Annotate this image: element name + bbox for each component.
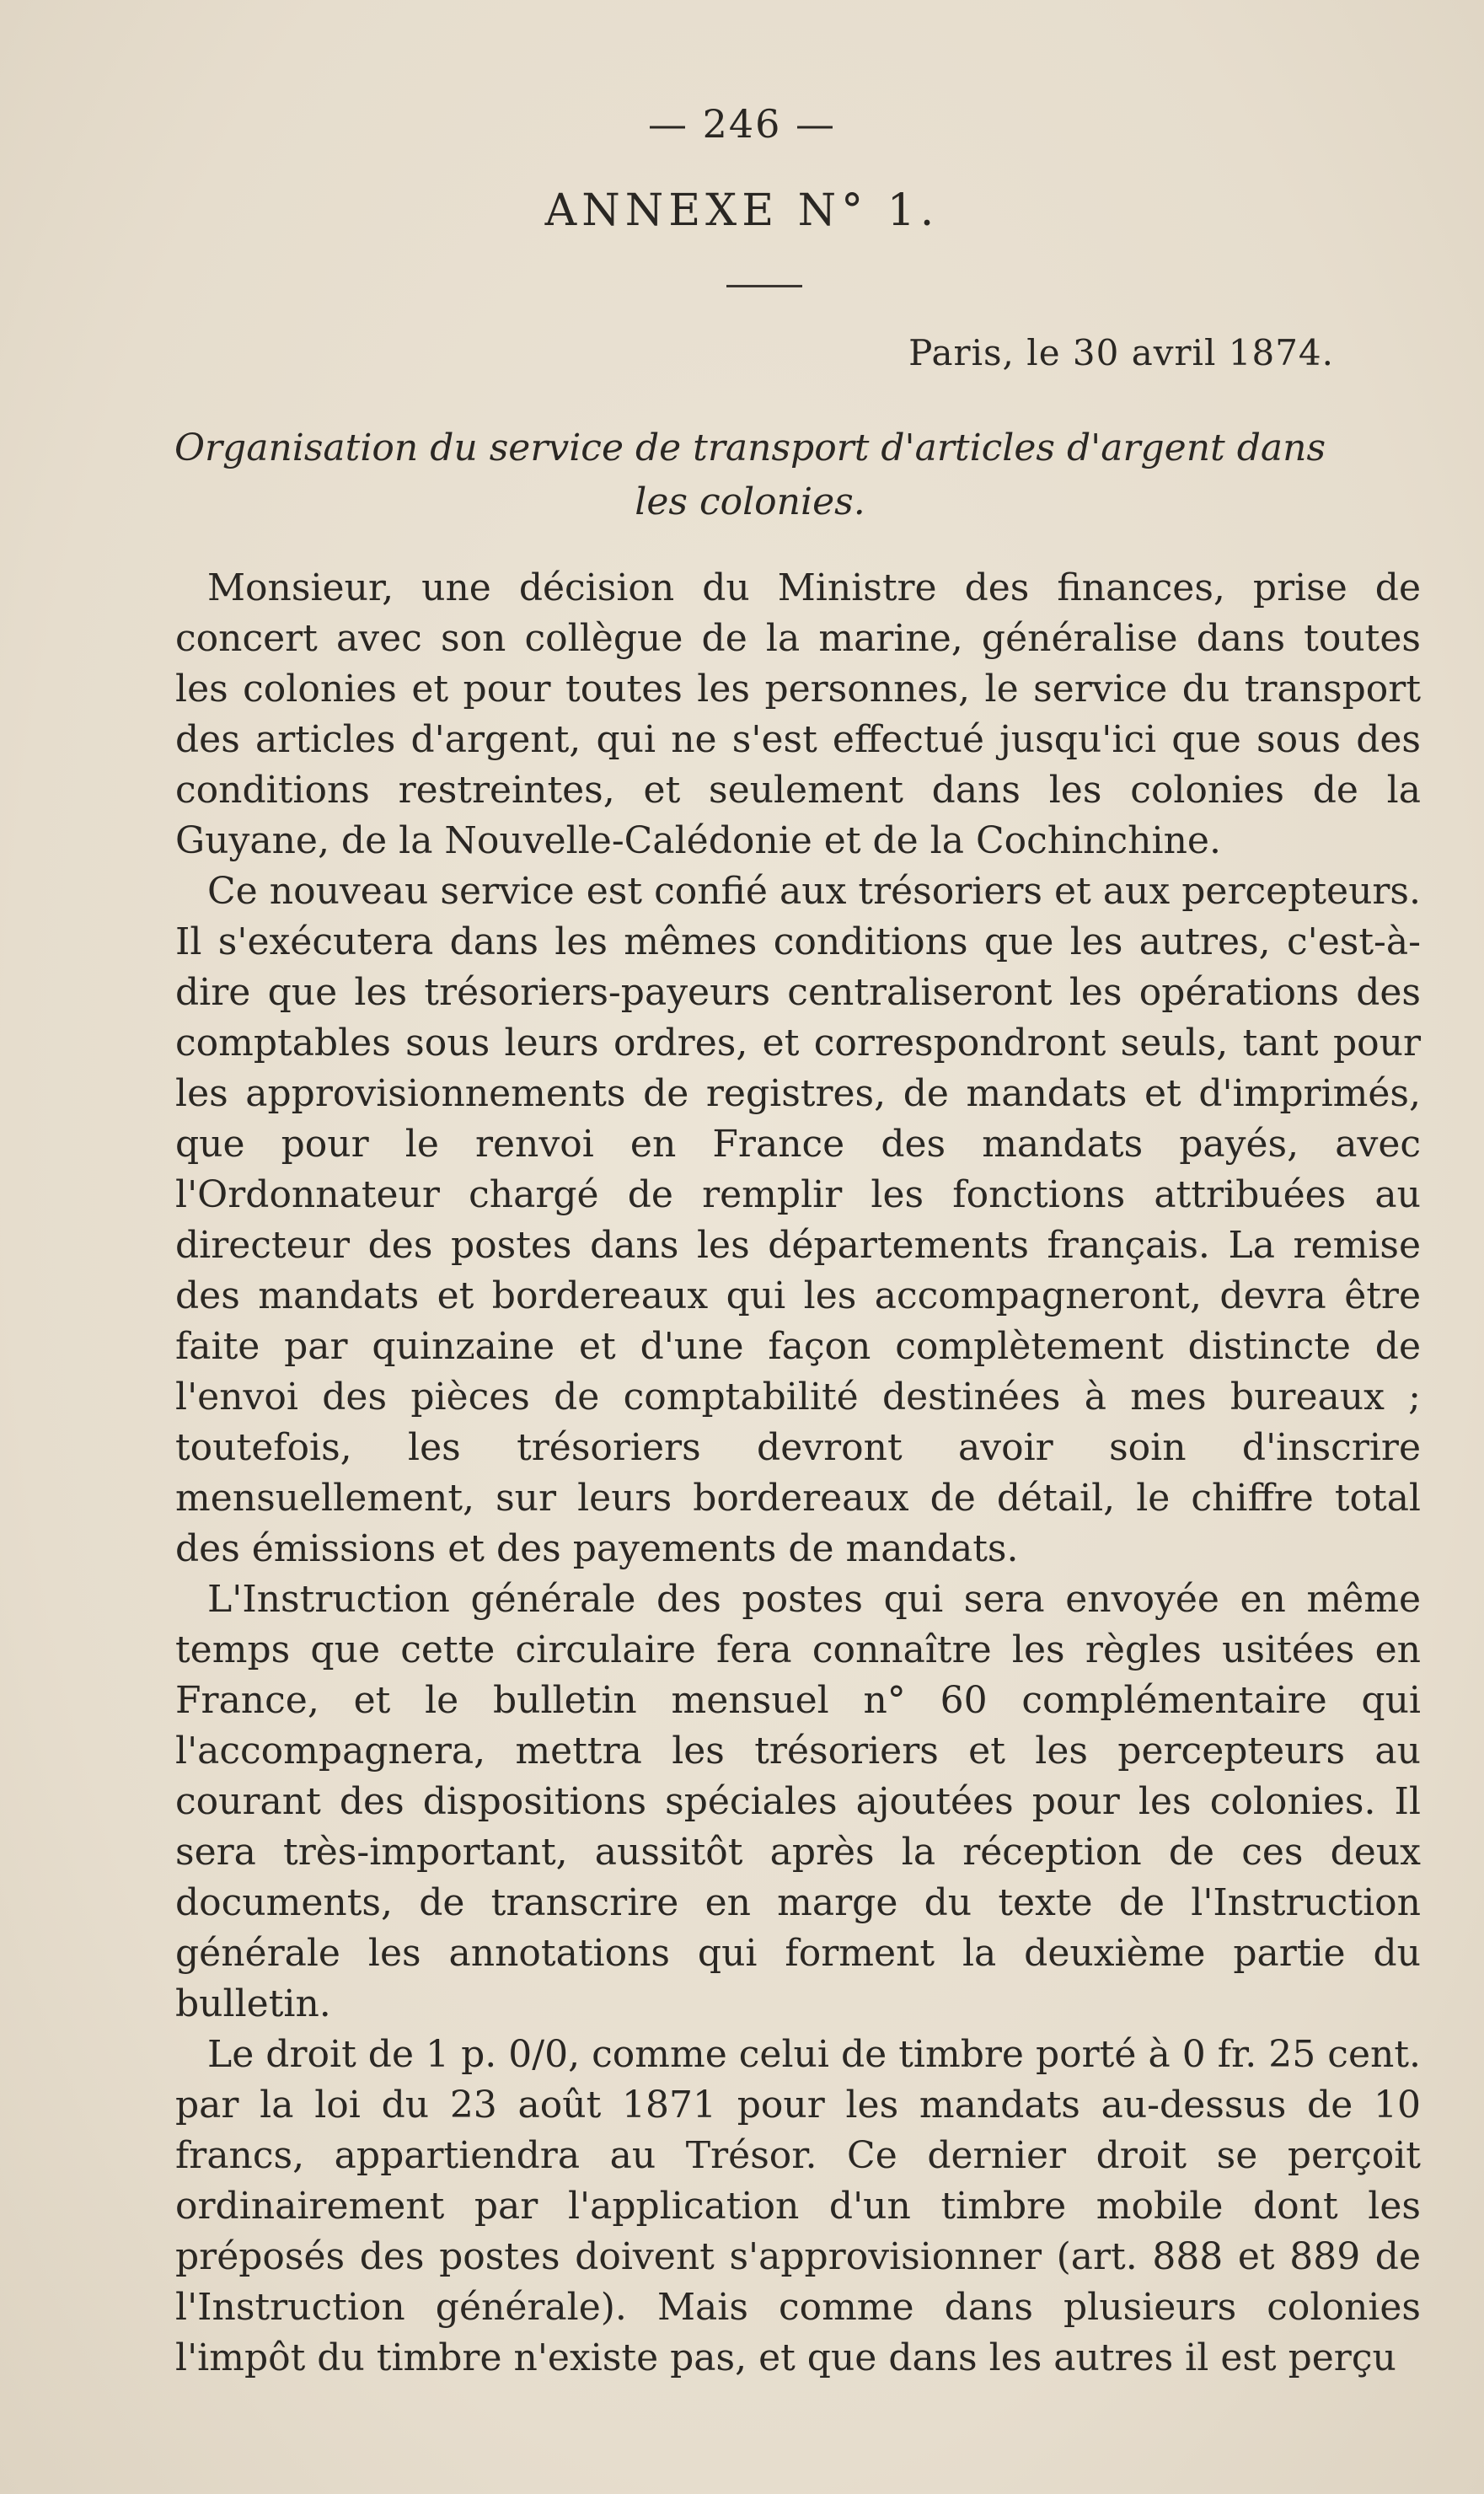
paragraph-1: Monsieur, une décision du Ministre des finances, prise de concert avec son collègue de la marine, généralise dans toutes les colonies et pour toutes les personnes, le service du transport des articles d'argent, qui ne s'est effectué jusqu'ici que sous des conditions restreintes, et seulement dans les colonies de la Guyane, de la Nouvelle-Calédonie et de la Cochinchine. bbox=[175, 566, 1421, 862]
subject-heading: Organisation du service de transport d'articles d'argent dans les colonies. bbox=[174, 426, 1326, 523]
page-number: — 246 — bbox=[647, 101, 837, 147]
paragraph-4: Le droit de 1 p. 0/0, comme celui de timbre porté à 0 fr. 25 cent. par la loi du 23 août 1871 pour les mandats au-dessus de 10 francs, appartiendra au Trésor. Ce dernier droit se perçoit ordinairement par l'application d'un timbre mobile dont les préposés des postes doivent s'approvisionner (art. 888 et 889 de l'Instruction générale). Mais comme dans plusieurs colonies l'impôt du timbre n'existe pas, et que dans les autres il est perçu bbox=[175, 2033, 1421, 2379]
paragraph-3: L'Instruction générale des postes qui sera envoyée en même temps que cette circulaire fera connaître les règles usitées en France, et le bulletin mensuel n° 60 complémentaire qui l'accompagnera, mettra les trésoriers et les percepteurs au courant des dispositions spéciales ajoutées pour les colonies. Il sera très-important, aussitôt après la réception de ces deux documents, de transcrire en marge du texte de l'Instruction générale les annotations qui forment la deuxième partie du bulletin. bbox=[175, 1578, 1421, 2025]
paragraph-2: Ce nouveau service est confié aux trésoriers et aux percepteurs. Il s'exécutera dans les mêmes conditions que les autres, c'est-à-dire que les trésoriers-payeurs centraliseront les opérations des comptables sous leurs ordres, et correspondront seuls, tant pour les approvisionnements de registres, de mandats et d'imprimés, que pour le renvoi en France des mandats payés, avec l'Ordonnateur chargé de remplir les fonctions attribuées au directeur des postes dans les départements français. La remise des mandats et bordereaux qui les accompagneront, devra être faite par quinzaine et d'une façon complètement distincte de l'envoi des pièces de comptabilité destinées à mes bureaux ; toutefois, les trésoriers devront avoir soin d'inscrire mensuellement, sur leurs bordereaux de détail, le chiffre total des émissions et des payements de mandats. bbox=[175, 870, 1421, 1570]
title-divider bbox=[726, 285, 802, 287]
dateline: Paris, le 30 avril 1874. bbox=[908, 332, 1334, 373]
annex-title: ANNEXE N° 1. bbox=[544, 185, 940, 236]
letter-body bbox=[175, 563, 1421, 2384]
